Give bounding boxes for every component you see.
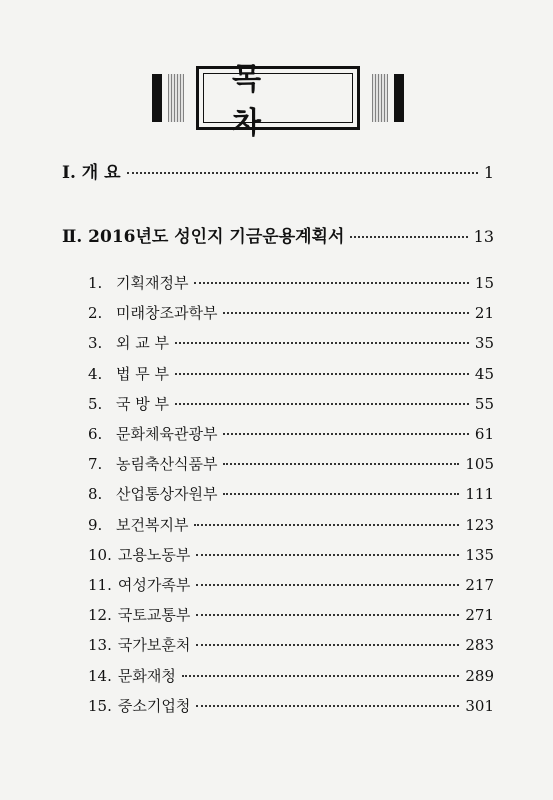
toc-item-number: 11.: [88, 576, 112, 594]
toc-leader-dots: [196, 644, 459, 646]
toc-item-text: 법 무 부: [116, 364, 170, 383]
toc-page-number: 105: [465, 455, 494, 474]
toc-item-label: [88, 604, 190, 625]
toc-item-text: 고용노동부: [117, 545, 191, 564]
toc-item-number: 4.: [88, 364, 103, 383]
toc-item[interactable]: [88, 423, 494, 444]
toc-page-number: 135: [465, 545, 494, 564]
toc-section-label: Ⅰ. 개 요: [62, 163, 121, 183]
toc-item-text: 여성가족부: [117, 576, 191, 594]
toc-item-number: 9.: [88, 515, 103, 534]
toc-title-block: [140, 62, 416, 141]
toc-item-text: 문화재청: [117, 666, 176, 685]
toc-item-label: [88, 302, 217, 323]
toc-item[interactable]: [88, 634, 494, 655]
toc-leader-dots: [223, 493, 459, 495]
toc-item-label: [88, 514, 188, 535]
toc-page-number: 13: [473, 227, 494, 246]
toc-leader-dots: [194, 282, 468, 284]
toc-page-number: 35: [474, 334, 494, 353]
toc-page-number: 1: [483, 163, 494, 182]
toc-item-number: 10.: [88, 545, 112, 564]
toc-leader-dots: [175, 373, 469, 375]
toc-item[interactable]: [88, 604, 494, 625]
toc-item-label: [88, 272, 188, 293]
toc-page-number: 15: [474, 274, 494, 292]
toc-item-number: 3.: [88, 334, 103, 353]
toc-item-text: 국 방 부: [116, 394, 170, 413]
toc-item-number: 8.: [88, 485, 103, 504]
toc-item-label: [88, 332, 169, 353]
toc-item-number: 6.: [88, 425, 103, 443]
toc-item[interactable]: [88, 453, 494, 474]
toc-page-number: 21: [474, 304, 494, 323]
toc-leader-dots: [182, 675, 460, 677]
toc-item-text: 농림축산식품부: [116, 455, 218, 474]
toc-item[interactable]: [88, 665, 494, 686]
toc-leader-dots: [350, 236, 467, 238]
title-frame: [196, 62, 360, 141]
toc-item[interactable]: [88, 272, 494, 293]
toc-item-label: [88, 665, 176, 686]
toc-section-2[interactable]: [62, 222, 494, 247]
toc-item[interactable]: [88, 393, 494, 414]
toc-item-text: 국가보훈처: [117, 636, 191, 655]
title-right-bar: [394, 74, 404, 122]
toc-page-number: 45: [474, 364, 494, 383]
toc-leader-dots: [196, 554, 459, 556]
toc-item[interactable]: [88, 544, 494, 565]
toc-item-number: 1.: [88, 274, 103, 292]
toc-item-text: 미래창조과학부: [116, 304, 218, 323]
toc-page-number: 61: [474, 425, 494, 443]
toc-page-number: 289: [465, 666, 494, 685]
toc-item[interactable]: [88, 332, 494, 353]
title-left-bar: [152, 74, 162, 122]
toc-section-1[interactable]: [62, 158, 494, 183]
toc-item-label: [88, 574, 190, 595]
toc-item-number: 13.: [88, 636, 112, 655]
toc-item-label: [88, 453, 217, 474]
toc-item-label: [88, 393, 169, 414]
title-left-ornament: [168, 74, 184, 122]
toc-item-number: 15.: [88, 696, 112, 715]
toc-item-label: [88, 634, 190, 655]
toc-item-number: 2.: [88, 304, 103, 323]
toc-page-number: 271: [465, 606, 494, 625]
toc-item[interactable]: [88, 302, 494, 323]
toc-leader-dots: [196, 584, 459, 586]
page-title: 목 차: [203, 73, 353, 123]
toc-item-text: 중소기업청: [117, 696, 191, 715]
toc-item[interactable]: [88, 514, 494, 535]
toc-item-label: [88, 423, 217, 444]
toc-page-number: 301: [465, 696, 494, 715]
toc-leader-dots: [196, 614, 459, 616]
toc-item[interactable]: [88, 363, 494, 384]
toc-item[interactable]: [88, 695, 494, 716]
toc-item-text: 기획재정부: [116, 274, 189, 292]
toc-leader-dots: [175, 403, 469, 405]
toc-leader-dots: [223, 463, 459, 465]
title-right-ornament: [372, 74, 388, 122]
toc-item-label: [88, 363, 169, 384]
toc-item-number: 7.: [88, 455, 103, 474]
toc-page-number: 283: [465, 636, 494, 655]
toc-item-text: 산업통상자원부: [116, 485, 218, 504]
toc-leader-dots: [175, 342, 469, 344]
toc-section-label: Ⅱ. 2016년도 성인지 기금운용계획서: [62, 227, 345, 247]
toc-item-text: 문화체육관광부: [116, 425, 218, 443]
toc-leader-dots: [194, 524, 459, 526]
toc-item-label: [88, 544, 190, 565]
toc-item-number: 12.: [88, 606, 112, 625]
toc-leader-dots: [196, 705, 459, 707]
toc-page-number: 55: [474, 394, 494, 413]
toc-item-label: [88, 483, 217, 504]
toc-item[interactable]: [88, 574, 494, 595]
toc-item-text: 국토교통부: [117, 606, 191, 625]
toc-item-text: 외 교 부: [116, 334, 170, 353]
toc-item-label: [88, 695, 190, 716]
toc-leader-dots: [223, 433, 468, 435]
toc-item[interactable]: [88, 483, 494, 504]
toc-page-number: 111: [465, 485, 494, 504]
toc-leader-dots: [127, 172, 478, 174]
toc-page-number: 217: [465, 576, 494, 594]
toc-leader-dots: [223, 312, 468, 314]
toc-item-number: 5.: [88, 394, 103, 413]
toc-item-text: 보건복지부: [116, 515, 189, 534]
toc-page-number: 123: [465, 515, 494, 534]
toc-item-number: 14.: [88, 666, 112, 685]
